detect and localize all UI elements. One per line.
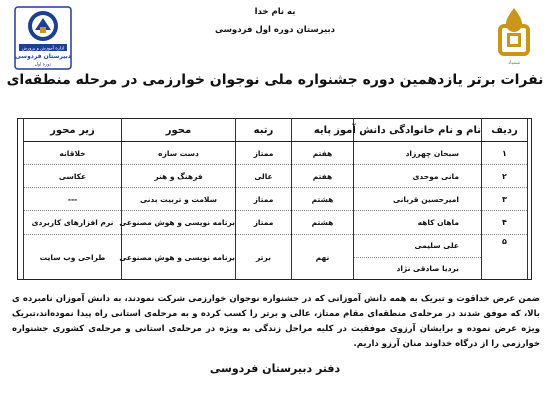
student-name: امیرحسین قربانی [354,188,482,211]
student-name: سبحان چهرزاد [354,142,482,165]
table-row [24,142,528,165]
basmala: به نام خدا [254,7,296,17]
signature: دفتر دبیرستان فردوسی [209,362,341,375]
table-row [24,188,528,211]
subaxis: نرم افزارهای کاربردی [24,211,122,234]
table-row [24,234,528,257]
rank: عالی [236,165,292,188]
header-subaxis: زیر محور [24,119,122,142]
subaxis: عکاسی [24,165,122,188]
school-name: دبیرستان دوره اول فردوسی [214,25,336,35]
header-axis: محور [122,119,236,142]
header-rank: رتبه [236,119,292,142]
header-grade: پایه [292,119,354,142]
row-number: ۵ [482,234,528,280]
grade: هفتم [292,142,354,165]
logo-left-line2: دبیرستان فردوسی [15,53,71,60]
rank: ممتاز [236,211,292,234]
header-row-number: ردیف [482,119,528,142]
grade: نهم [292,234,354,280]
logo-left-line1: اداره آموزش و پرورش [21,46,65,52]
subaxis: خلاقانه [24,142,122,165]
table-row [24,211,528,234]
subaxis: طراحی وب سایت [24,234,122,280]
table-header-row [24,119,528,142]
axis: برنامه نویسی و هوش مصنوعی [122,211,236,234]
results-table [23,118,528,280]
student-name: علی سلیمی [354,234,482,257]
subaxis: --- [24,188,122,211]
grade: هفتم [292,165,354,188]
logo-right-caption: سمپاد [507,60,521,66]
axis: دست سازه [122,142,236,165]
axis: برنامه نویسی و هوش مصنوعی [122,234,236,280]
row-number: ۱ [482,142,528,165]
congratulation-paragraph: ضمن عرض خداقوت و تبریک به همه دانش آموزانی که در جشنواره نوجوان خوارزمی شرکت نمودند، به دانش آموزان نامبرده ی بالا، که موفق شدند در مرحله‌ی منطقه‌ای مقام ممتاز، عالی و برتر را کسب کرده و به مرحله‌ی استانی راه پیدا نموده‌اند،تبریک ویژه عرض نموده و برایشان آرزوی موفقیت در کلیه مراحل زندگی به ویژه در مرحله‌ی استانی و مرحله‌ی کشوری جشنواره خوارزمی را از درگاه خداوند منان آرزو داریم. [12,294,540,349]
header-student-name: نام و نام خانوادگی دانش آموز [354,119,482,142]
axis: فرهنگ و هنر [122,165,236,188]
rank: برتر [236,234,292,280]
student-name: مانی موحدی [354,165,482,188]
row-number: ۲ [482,165,528,188]
table-row [24,165,528,188]
axis: سلامت و تربیت بدنی [122,188,236,211]
rank: ممتاز [236,142,292,165]
student-name: بردیا صادقی نژاد [354,257,482,280]
student-name: ماهان کاهه [354,211,482,234]
row-number: ۴ [482,211,528,234]
grade: هشتم [292,211,354,234]
grade: هشتم [292,188,354,211]
row-number: ۳ [482,188,528,211]
rank: ممتاز [236,188,292,211]
logo-left-line3: دوره اول [34,62,52,68]
page-title: نفرات برتر یازدهمین دوره جشنواره ملی نوجوان خوارزمی در مرحله منطقه‌ای [6,72,544,88]
